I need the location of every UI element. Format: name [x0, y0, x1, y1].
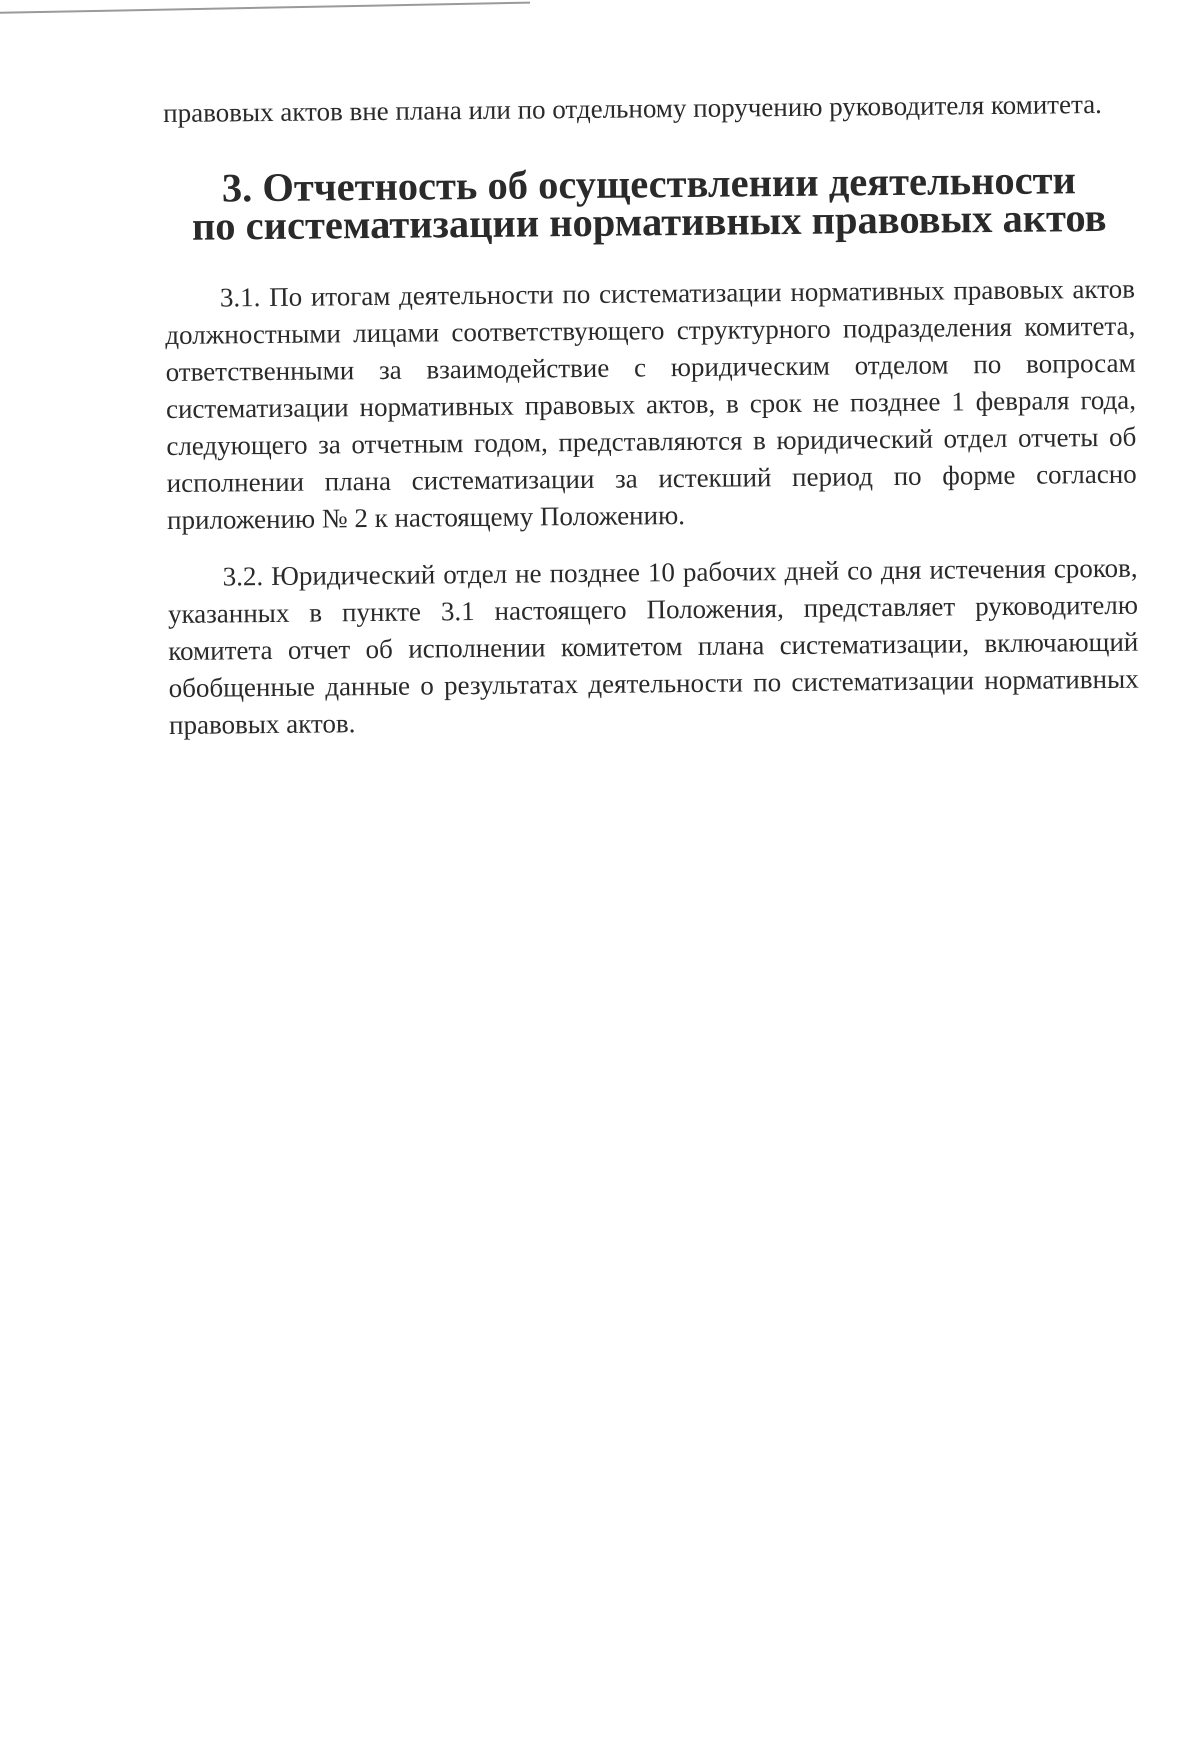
- paragraph-3-1: 3.1. По итогам деятельности по систематизации нормативных правовых актов должностными лицами соответствующего структурного подразделения комитета, ответственными за взаимодействие с юридическим отделом по вопросам систематизации нормативных правовых актов, в срок не позднее 1 февраля года, следующего за отчетным годом, представляются в юридический отдел отчеты об исполнении плана систематизации за истекший период по форме согласно приложению № 2 к настоящему Положению.: [165, 273, 1137, 535]
- scan-edge-line: [0, 1, 530, 14]
- paragraph-3-2: 3.2. Юридический отдел не позднее 10 рабочих дней со дня истечения сроков, указанных в пункте 3.1 настоящего Положения, представляет руководителю комитета отчет об исполнении комитетом плана систематизации, включающий обобщенные данные о результатах деятельности по систематизации нормативных правовых актов.: [167, 552, 1139, 740]
- scan-edge: [0, 0, 530, 20]
- section-heading-line-2: по систематизации нормативных правовых актов: [191, 194, 1107, 249]
- section-heading: [164, 157, 1135, 249]
- section-heading-line-1: 3. Отчетность об осуществлении деятельности: [221, 157, 1077, 211]
- document-page: [163, 86, 1139, 744]
- continued-paragraph: правовых актов вне плана или по отдельному поручению руководителя комитета.: [163, 88, 1102, 128]
